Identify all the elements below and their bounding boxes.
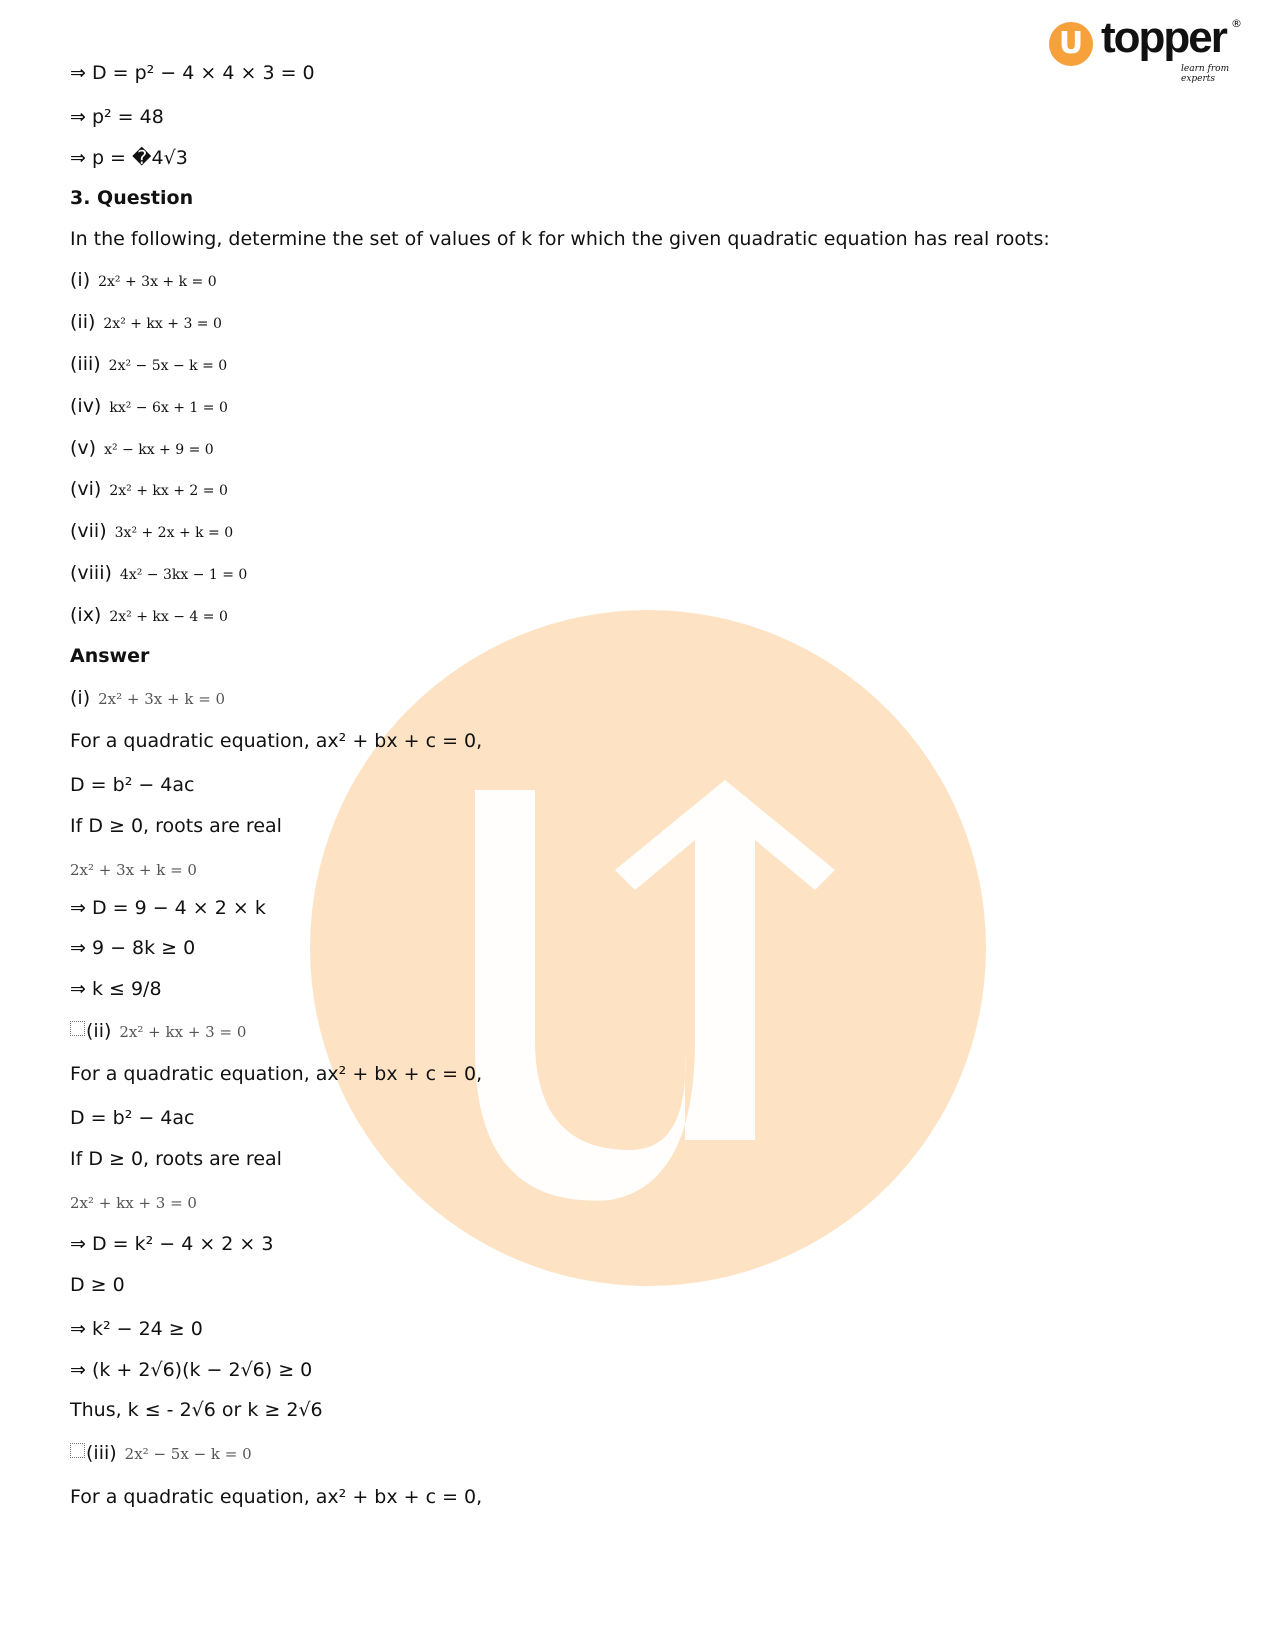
question-item [70,562,247,584]
question-item [70,437,214,459]
text-line: D = b² − 4ac [70,774,195,796]
item-label: (vii) [70,520,107,542]
item-label: (i) [70,269,91,291]
registered-mark: ® [1231,17,1242,30]
missing-glyph-icon [70,1443,85,1458]
equation: 2x² + kx + 3 = 0 [70,1194,197,1212]
equation: 2x² − 5x − k = 0 [108,358,228,374]
missing-glyph-icon [70,1021,85,1036]
item-label: (ii) [86,1020,112,1042]
text-line: Thus, k ≤ - 2√6 or k ≥ 2√6 [70,1399,323,1421]
utopper-watermark-icon [310,610,986,1286]
utopper-logo [1049,13,1249,84]
item-label: (viii) [70,562,112,584]
equation: 3x² + 2x + k = 0 [114,525,234,541]
text-line: ⇒ (k + 2√6)(k − 2√6) ≥ 0 [70,1359,313,1381]
equation: 2x² − 5x − k = 0 [124,1445,252,1463]
text-line: If D ≥ 0, roots are real [70,815,282,837]
answer-heading: Answer [70,645,150,667]
question-item [70,520,233,542]
equation: 2x² + kx − 4 = 0 [109,609,228,625]
item-label: (iii) [70,353,101,375]
text-line: For a quadratic equation, ax² + bx + c = 0, [70,1063,483,1085]
question-item [70,478,228,500]
equation: 4x² − 3kx − 1 = 0 [119,567,248,583]
text-line: ⇒ 9 − 8k ≥ 0 [70,937,196,959]
text-line: D = b² − 4ac [70,1107,195,1129]
item-label: (vi) [70,478,102,500]
text-line: ⇒ D = p² − 4 × 4 × 3 = 0 [70,62,315,84]
question-item [70,353,227,375]
text-line: ⇒ D = k² − 4 × 2 × 3 [70,1233,274,1255]
text-line: If D ≥ 0, roots are real [70,1148,282,1170]
equation-line [70,1191,197,1213]
item-label: (i) [70,687,91,709]
equation: kx² − 6x + 1 = 0 [109,400,228,416]
equation: 2x² + 3x + k = 0 [98,690,226,708]
answer-item [70,1442,252,1464]
equation: 2x² + 3x + k = 0 [70,861,197,879]
answer-item [70,687,225,709]
item-label: (iv) [70,395,102,417]
equation: x² − kx + 9 = 0 [104,442,214,458]
text-line: D ≥ 0 [70,1274,125,1296]
logo-wordmark: topper [1101,13,1226,62]
equation: 2x² + 3x + k = 0 [98,274,217,290]
text-line: ⇒ k ≤ 9/8 [70,978,162,1000]
item-label: (iii) [86,1442,117,1464]
item-label: (v) [70,437,97,459]
question-item [70,395,228,417]
text-line: For a quadratic equation, ax² + bx + c = 0, [70,1486,483,1508]
question-item [70,311,222,333]
question-item [70,604,228,626]
logo-tagline: learn from experts [1181,64,1230,84]
equation-line [70,858,197,880]
equation: 2x² + kx + 3 = 0 [103,316,222,332]
question-item [70,269,217,291]
equation: 2x² + kx + 3 = 0 [119,1023,247,1041]
text-line: For a quadratic equation, ax² + bx + c = 0, [70,730,483,752]
question-text: In the following, determine the set of values of k for which the given quadratic equation has real roots: [70,228,1050,250]
question-heading: 3. Question [70,187,194,209]
text-line: ⇒ p = �4√3 [70,147,188,169]
answer-item [70,1020,246,1042]
text-line: ⇒ k² − 24 ≥ 0 [70,1318,203,1340]
text-line: ⇒ D = 9 − 4 × 2 × k [70,897,266,919]
utopper-badge-icon: U [1049,22,1093,66]
item-label: (ii) [70,311,96,333]
item-label: (ix) [70,604,102,626]
equation: 2x² + kx + 2 = 0 [109,483,228,499]
text-line: ⇒ p² = 48 [70,106,164,128]
